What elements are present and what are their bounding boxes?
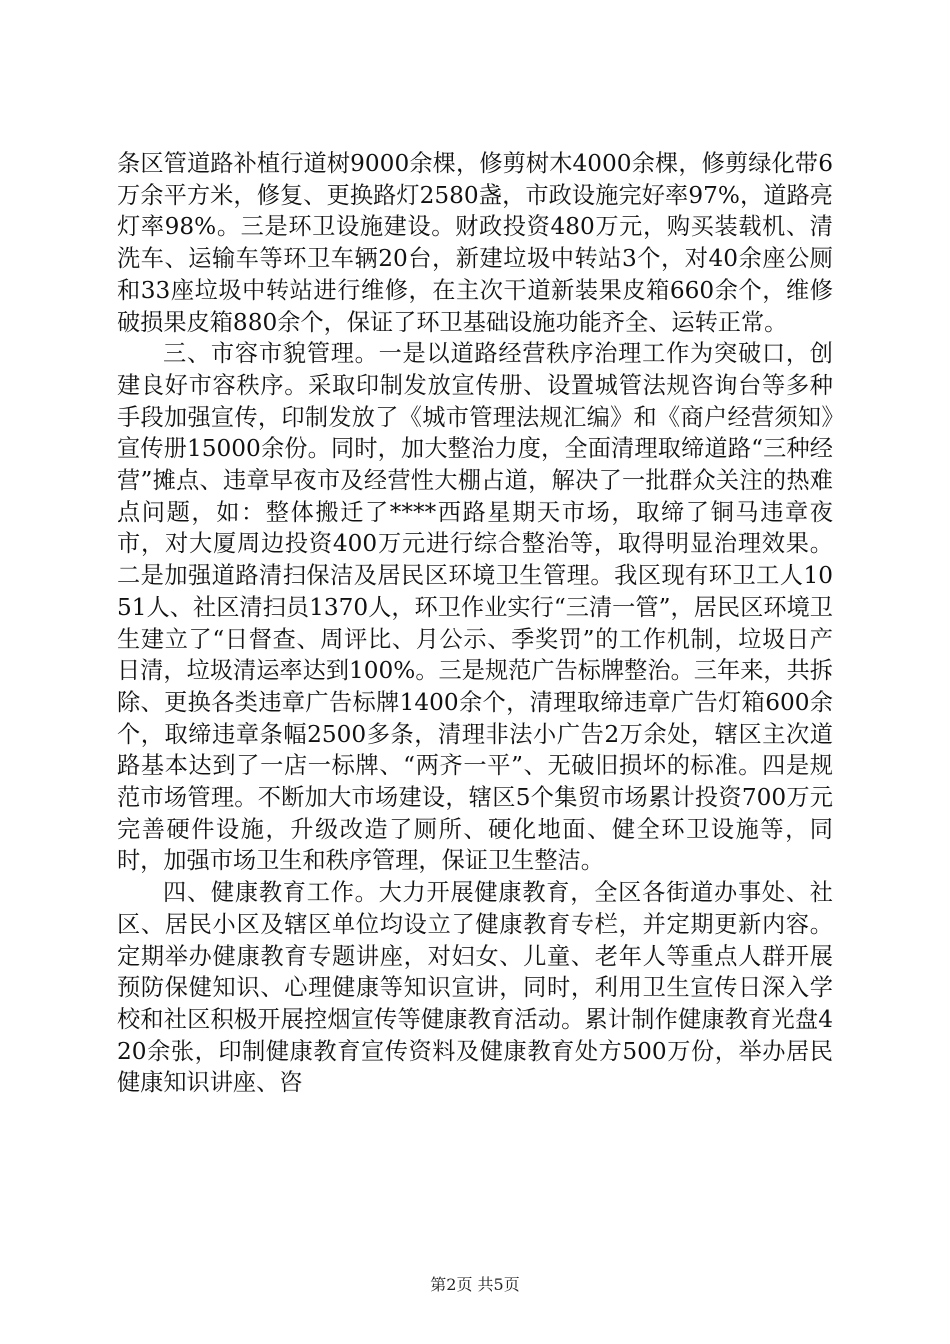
body-text (117, 148, 833, 1099)
paragraph-city-appearance: 三、市容市貌管理。一是以道路经营秩序治理工作为突破口，创建良好市容秩序。采取印制发放宣传册、设置城管法规咨询台等多种手段加强宣传，印制发放了《城市管理法规汇编》和《商户经营须知》宣传册15000余份。同时，加大整治力度，全面清理取缔道路“三种经营”摊点、违章早夜市及经营性大棚占道，解决了一批群众关注的热难点问题，如：整体搬迁了****西路星期天市场，取缔了铜马违章夜市，对大厦周边投资400万元进行综合整治等，取得明显治理效果。二是加强道路清扫保洁及居民区环境卫生管理。我区现有环卫工人1051人、社区清扫员1370人，环卫作业实行“三清一管”，居民区环境卫生建立了“日督查、周评比、月公示、季奖罚”的工作机制，垃圾日产日清，垃圾清运率达到100%。三是规范广告标牌整治。三年来，共拆除、更换各类违章广告标牌1400余个，清理取缔违章广告灯箱600余个，取缔违章条幅2500多条，清理非法小广告2万余处，辖区主次道路基本达到了一店一标牌、“两齐一平”、无破旧损坏的标准。四是规范市场管理。不断加大市场建设，辖区5个集贸市场累计投资700万元完善硬件设施，升级改造了厕所、硬化地面、健全环卫设施等，同时，加强市场卫生和秩序管理，保证卫生整洁。 (117, 340, 833, 875)
paragraph-continuation: 条区管道路补植行道树9000余棵，修剪树木4000余棵，修剪绿化带6万余平方米，修复、更换路灯2580盏，市政设施完好率97%，道路亮灯率98%。三是环卫设施建设。财政投资480万元，购买装载机、清洗车、运输车等环卫车辆20台，新建垃圾中转站3个，对40余座公厕和33座垃圾中转站进行维修，在主次干道新装果皮箱660余个，维修破损果皮箱880余个，保证了环卫基础设施功能齐全、运转正常。 (117, 150, 833, 336)
page-footer: 第2页 共5页 (430, 1275, 520, 1294)
paragraph-health-education: 四、健康教育工作。大力开展健康教育，全区各街道办事处、社区、居民小区及辖区单位均设立了健康教育专栏，并定期更新内容。定期举办健康教育专题讲座，对妇女、儿童、老年人等重点人群开展预防保健知识、心理健康等知识宣讲，同时，利用卫生宣传日深入学校和社区积极开展控烟宣传等健康教育活动。累计制作健康教育光盘420余张，印制健康教育宣传资料及健康教育处方500万份，举办居民健康知识讲座、咨 (117, 879, 833, 1097)
